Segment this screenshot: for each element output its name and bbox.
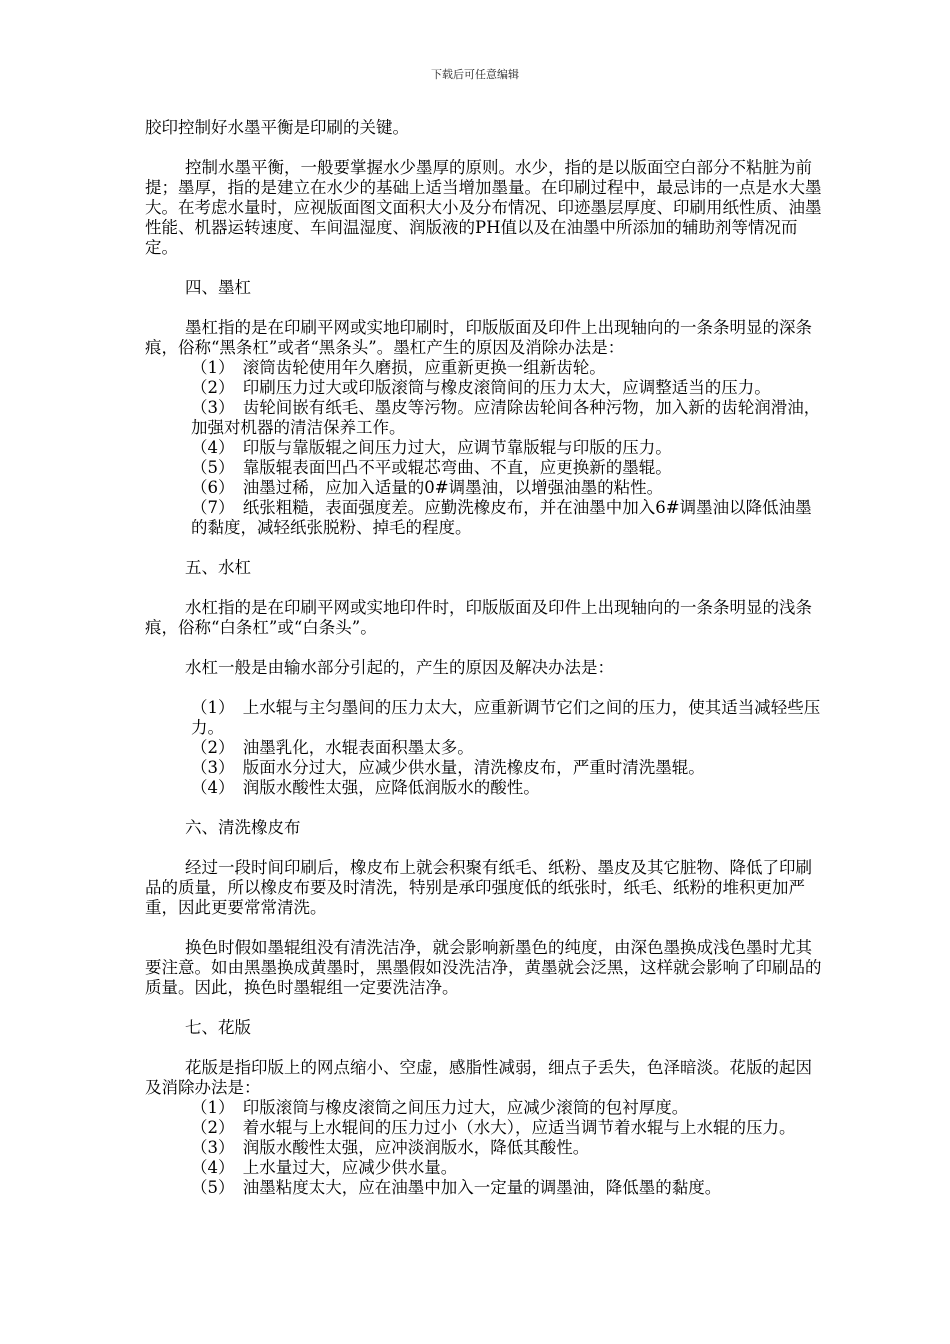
section-heading-4: 四、墨杠 — [185, 278, 251, 297]
list-item: （5） 油墨粘度太大，应在油墨中加入一定量的调墨油，降低墨的黏度。 — [191, 1178, 722, 1197]
paragraph: 控制水墨平衡，一般要掌握水少墨厚的原则。水少，指的是以版面空白部分不粘脏为前提；墨厚，指的是建立在水少的基础上适当增加墨量。在印刷过程中，最忌讳的一点是水大墨大。在考虑水量时，应视版面图文面积大小及分布情况、印迹墨层厚度、印刷用纸性质、油墨性能、机器运转速度、车间温湿度、润版液的PH值以及在油墨中所添加的辅助剂等情况而定。 — [145, 158, 822, 257]
list-item: （1） 上水辊与主匀墨间的压力太大，应重新调节它们之间的压力，使其适当减轻些压力。 — [191, 698, 821, 737]
list-item: （3） 润版水酸性太强，应冲淡润版水，降低其酸性。 — [191, 1138, 590, 1157]
list-item: （1） 印版滚筒与橡皮滚筒之间压力过大，应减少滚筒的包衬厚度。 — [191, 1098, 689, 1117]
list-item: （2） 印刷压力过大或印版滚筒与橡皮滚筒间的压力太大，应调整适当的压力。 — [191, 378, 771, 397]
list-item: （3） 版面水分过大，应减少供水量，清洗橡皮布，严重时清洗墨辊。 — [191, 758, 705, 777]
document-body — [145, 118, 825, 1198]
list-item: （1） 滚筒齿轮使用年久磨损，应重新更换一组新齿轮。 — [191, 358, 606, 377]
paragraph: 换色时假如墨辊组没有清洗洁净，就会影响新墨色的纯度，由深色墨换成浅色墨时尤其要注意。如由黑墨换成黄墨时，黑墨假如没洗洁净，黄墨就会泛黑，这样就会影响了印刷品的质量。因此，换色时墨辊组一定要洗洁净。 — [145, 938, 822, 997]
paragraph: 经过一段时间印刷后，橡皮布上就会积聚有纸毛、纸粉、墨皮及其它脏物、降低了印刷品的质量，所以橡皮布要及时清洗，特别是承印强度低的纸张时，纸毛、纸粉的堆积更加严重，因此更要常常清洗。 — [145, 858, 812, 917]
section-heading-5: 五、水杠 — [185, 558, 251, 577]
list-item: （4） 印版与靠版辊之间压力过大，应调节靠版辊与印版的压力。 — [191, 438, 672, 457]
paragraph: 花版是指印版上的网点缩小、空虚，感脂性减弱，细点子丢失，色泽暗淡。花版的起因及消除办法是： — [145, 1058, 812, 1097]
section-heading-6: 六、清洗橡皮布 — [185, 818, 301, 837]
section-heading-7: 七、花版 — [185, 1018, 251, 1037]
list-item: （6） 油墨过稀，应加入适量的0#调墨油，以增强油墨的粘性。 — [191, 478, 664, 497]
paragraph: 墨杠指的是在印刷平网或实地印刷时，印版版面及印件上出现轴向的一条条明显的深条痕，俗称“黑条杠”或者“黑条头”。墨杠产生的原因及消除办法是： — [145, 318, 812, 357]
paragraph: 水杠指的是在印刷平网或实地印件时，印版版面及印件上出现轴向的一条条明显的浅条痕，俗称“白条杠”或“白条头”。 — [145, 598, 812, 637]
list-item: （4） 上水量过大，应减少供水量。 — [191, 1158, 458, 1177]
list-item: （3） 齿轮间嵌有纸毛、墨皮等污物。应清除齿轮间各种污物，加入新的齿轮润滑油，加强对机器的清洁保养工作。 — [191, 398, 821, 437]
list-item: （4） 润版水酸性太强，应降低润版水的酸性。 — [191, 778, 540, 797]
paragraph: 水杠一般是由输水部分引起的，产生的原因及解决办法是： — [185, 658, 614, 677]
list-item: （7） 纸张粗糙，表面强度差。应勤洗橡皮布，并在油墨中加入6#调墨油以降低油墨的黏度，减轻纸张脱粉、掉毛的程度。 — [191, 498, 812, 537]
list-item: （5） 靠版辊表面凹凸不平或辊芯弯曲、不直，应更换新的墨辊。 — [191, 458, 672, 477]
paragraph: 胶印控制好水墨平衡是印刷的关键。 — [145, 118, 409, 137]
list-item: （2） 着水辊与上水辊间的压力过小（水大），应适当调节着水辊与上水辊的压力。 — [191, 1118, 796, 1137]
list-item: （2） 油墨乳化，水辊表面积墨太多。 — [191, 738, 474, 757]
page-header: 下载后可任意编辑 — [431, 68, 519, 81]
